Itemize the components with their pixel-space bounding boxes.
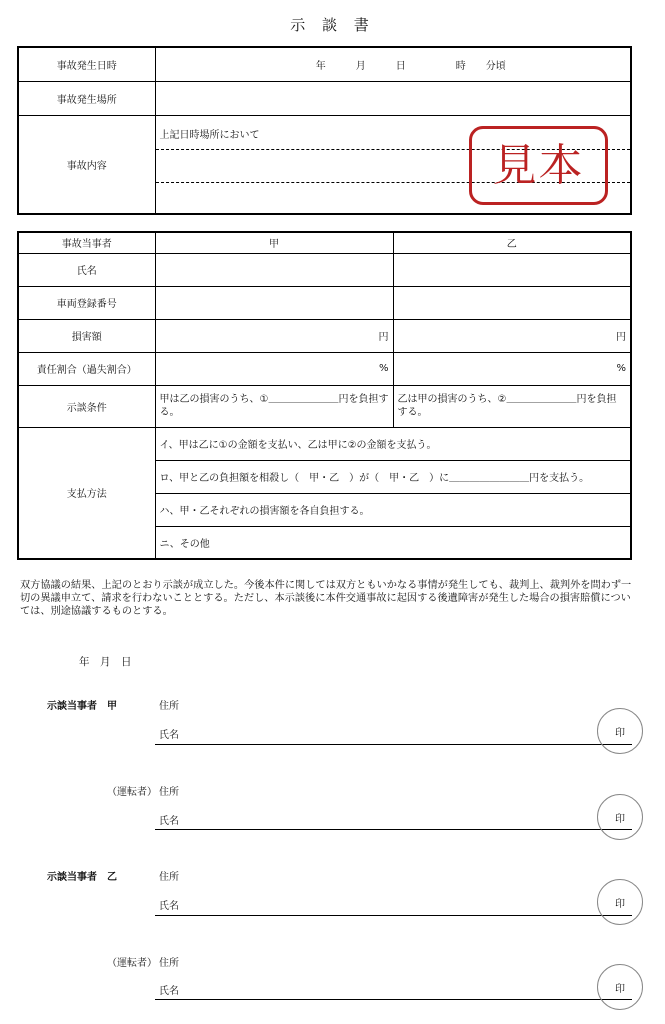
driver-a-seal: 印 [597,794,643,840]
fault-a-cell[interactable]: % [155,352,393,385]
payment-option-ha[interactable]: ハ、甲・乙それぞれの損害額を各自負担する。 [155,493,631,526]
driver-a-label: （運転者） [107,787,157,798]
driver-b-name-label: 氏名 [159,986,179,997]
datetime-label: 事故発生日時 [18,47,155,81]
driver-a-name-label: 氏名 [159,816,179,827]
name-row-label: 氏名 [18,253,155,286]
agreement-text: 双方協議の結果、上記のとおり示談が成立した。今後本件に関しては双方ともいかなる事情が発生しても、裁判上、裁判外を問わず一切の異議申立て、請求を行わないこととする。ただし、本示談後に本件交通事故に起因する後遺障害が発生した場合の損害賠償については、別途協議するものとする。 [20,580,632,617]
damage-row-label: 損害額 [18,319,155,352]
party-b-name-label: 氏名 [159,901,179,912]
document-title: 示 談 書 [290,16,375,34]
party-b-header: 乙 [393,232,631,253]
conditions-b-cell[interactable]: 乙は甲の損害のうち、②＿＿＿＿＿＿＿円を負担する。 [393,385,631,427]
driver-a-address-label: 住所 [159,787,179,798]
vehicle-a-cell[interactable] [155,286,393,319]
content-label: 事故内容 [18,115,155,214]
payment-option-ro[interactable]: ロ、甲と乙の負担額を相殺し（ 甲・乙 ）が（ 甲・乙 ）に＿＿＿＿＿＿＿＿円を支払う。 [155,460,631,493]
driver-b-seal: 印 [597,964,643,1010]
party-a-seal: 印 [597,708,643,754]
driver-b-label: （運転者） [107,958,157,969]
place-value[interactable] [155,81,631,115]
sample-stamp: 見本 [469,126,608,205]
name-b-cell[interactable] [393,253,631,286]
payment-label: 支払方法 [18,427,155,559]
party-a-header: 甲 [155,232,393,253]
fault-b-cell[interactable]: % [393,352,631,385]
party-a-label: 示談当事者 甲 [47,701,117,712]
place-label: 事故発生場所 [18,81,155,115]
party-a-address-label: 住所 [159,701,179,712]
signature-date[interactable]: 年 月 日 [79,656,132,668]
party-b-seal: 印 [597,879,643,925]
content-line1: 上記日時場所において [159,129,260,141]
driver-b-name-line[interactable] [155,999,632,1000]
damage-a-cell[interactable]: 円 [155,319,393,352]
driver-a-name-line[interactable] [155,829,632,830]
fault-row-label: 責任割合（過失割合） [18,352,155,385]
name-a-cell[interactable] [155,253,393,286]
vehicle-row-label: 車両登録番号 [18,286,155,319]
party-b-label: 示談当事者 乙 [47,872,117,883]
party-a-name-label: 氏名 [159,730,179,741]
datetime-value[interactable]: 年 月 日 時 分頃 [155,47,631,81]
conditions-a-cell[interactable]: 甲は乙の損害のうち、①＿＿＿＿＿＿＿円を負担する。 [155,385,393,427]
driver-b-address-label: 住所 [159,958,179,969]
damage-b-cell[interactable]: 円 [393,319,631,352]
parties-table [17,231,632,560]
payment-option-ni[interactable]: ニ、その他 [155,526,631,559]
conditions-label: 示談条件 [18,385,155,427]
payment-option-i[interactable]: イ、甲は乙に①の金額を支払い、乙は甲に②の金額を支払う。 [155,427,631,460]
party-b-name-line[interactable] [155,915,632,916]
party-a-name-line[interactable] [155,744,632,745]
vehicle-b-cell[interactable] [393,286,631,319]
party-b-address-label: 住所 [159,872,179,883]
parties-header-label: 事故当事者 [18,232,155,253]
